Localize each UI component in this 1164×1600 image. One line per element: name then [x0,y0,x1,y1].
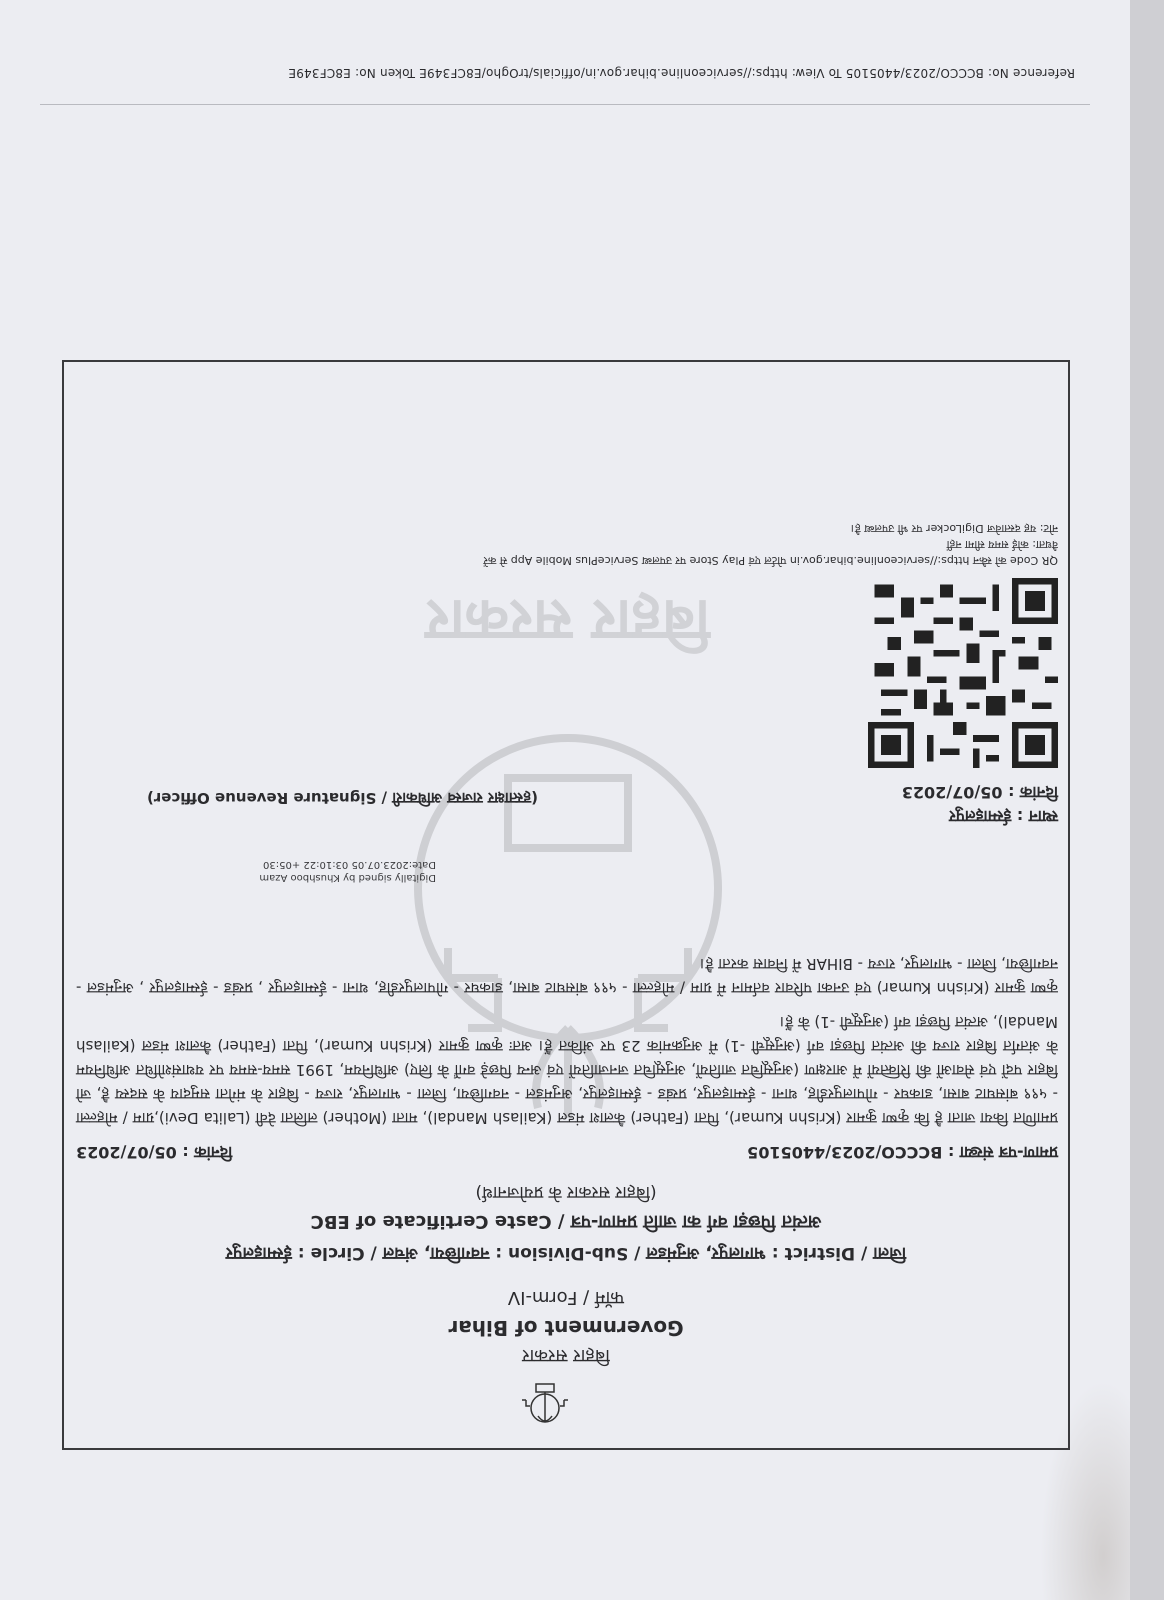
issue-date: दिनांक : 05/07/2023 [901,783,1058,802]
certificate-date: दिनांक : 05/07/2023 [76,1143,233,1162]
title-hindi: बिहार सरकार [522,1345,610,1366]
certificate-number: प्रमाण-पत्र संख्या : BCCCO/2023/4405105 [747,1143,1058,1162]
body-paragraph-1: प्रमाणित किया जाता है कि कृष्ण कुमार (Krishn Kumar), पिता (Father) कैलाश मंडल (Kailash Mandal), माता (Mother) ललिता देवी (Lalita Devi),ग्राम / मोहल्ला - ५९९ बांसघाट बासा, डाकघर - गोपालपुरडीह, थाना - ईस्माइलपुर, प्रखंड - ईस्माइलपुर, अनुमंडल - नवगछिया, जिला - भागलपुर, राज्य - बिहार के मंगेता समुदाय के सदस्य है, जो बिहार पदों एवं सेवाओं की रिक्तियों में आरक्षण (अनुसूचित जातियों, अनुसूचित जनजातियों एवं अन्य पिछड़े वर्गों के लिए) अधिनियम, 1991 समय-समय पर यथासंशोधित अधिनियम के अंतर्गत बिहार राज्य की अत्यंत पिछड़ा वर्ग (अनुसूची -1) में अनुक्रमांक 23 पर अंकित हैं। अतः कृष्ण कुमार (Krishn Kumar), पिता (Father) कैलाश मंडल (Kailash Mandal), अत्यंत पिछड़ा वर्ग (अनुसूची -1) के हैं। [76,1013,1058,1127]
qr-code-icon [868,578,1058,768]
title-english: Government of Bihar [448,1316,684,1340]
reference-line: Reference No: BCCCO/2023/4405105 To View: https://serviceonline.bihar.gov.in/officials/trOgho/E8CF349E Token No: E8CF349E [288,66,1075,80]
location-line: जिला / District : भागलपुर, अनुमंडल / Sub-Division : नवगछिया, अंचल / Circle : ईस्माइलपुर [225,1243,907,1263]
certificate-frame [62,360,1070,1450]
officer-signature-label: (हस्ताक्षर राजस्व अधिकारी / Signature Revenue Officer) [146,789,538,807]
certificate-body [76,942,1058,1130]
reference-divider [40,104,1090,105]
signature-line-2: Date:2023.07.05 03:10:22 +05:30 [263,859,436,870]
qr-instructions [408,520,1058,568]
qr-note-1: QR Code को स्कैन https://serviceonline.bihar.gov.in पोर्टल एवं Play Store पर उपलब्ध ServicePlus Mobile App से करें [483,554,1058,567]
body-paragraph-2: कृष्ण कुमार (Krishn Kumar) एवं उनका परिवार वर्तमान में ग्राम / मोहल्ला - ५९९ बांसघाट बासा, डाकघर - गोपालपुरडीह, थाना - ईस्माइलपुर , प्रखंड - ईस्माइलपुर , अनुमंडल - नवगछिया, जिला - भागलपुर, राज्य - BIHAR में निवास करता है। [76,955,1058,997]
place: स्थान : ईस्माइलपुर [949,807,1058,826]
signature-line-1: Digitally signed by Khushboo Azam [259,872,436,883]
qr-note-3: नोट: यह दस्तावेज DigiLocker पर भी उपलब्ध है। [850,522,1058,535]
form-number: फॉर्म / Form-IV [507,1287,625,1308]
certificate-title: अत्यंत पिछड़ा वर्ग का जाति प्रमाण-पत्र / Caste Certificate of EBC [310,1211,822,1232]
watermark-text: बिहार सरकार [425,587,711,655]
qr-note-2: वैधता: कोई समय सीमा नहीं [946,538,1058,551]
certificate-note: (बिहार सरकार के प्रयोजनार्थ) [475,1182,657,1202]
digital-signature [236,858,436,884]
bihar-emblem-icon [520,1376,570,1436]
paper-edge [1130,0,1164,1600]
